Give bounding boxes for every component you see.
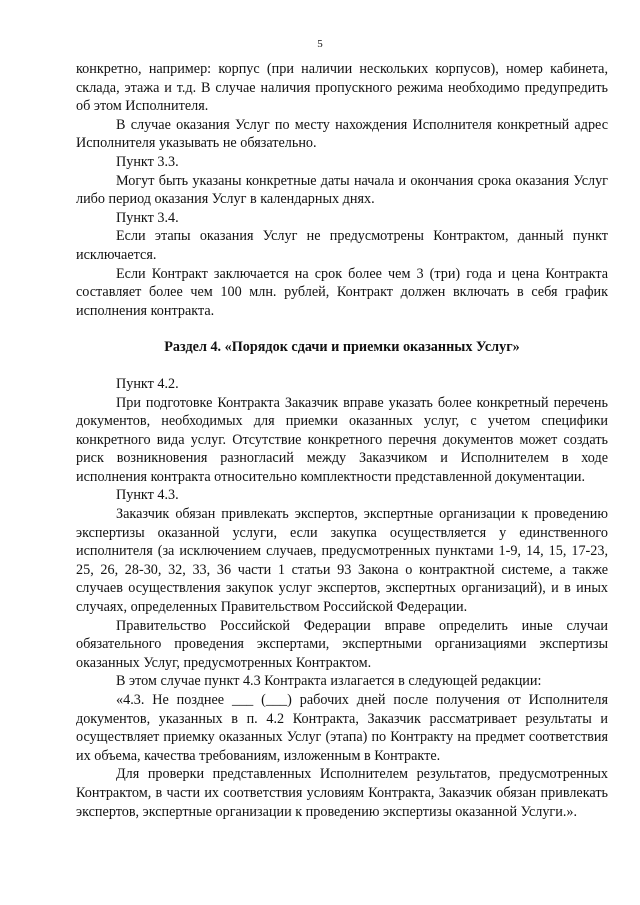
quoted-clause: «4.3. Не позднее ___ (___) рабочих дней после получения от Исполнителя документов, указанных в п. 4.2 Контракта, Заказчик рассматривает результаты и осуществляет приемку оказанных Услуг (этапа) по Контракту на предмет соответствия их объема, качества требованиям, изложенным в Контракте.: [76, 692, 608, 764]
paragraph: Если Контракт заключается на срок более чем 3 (три) года и цена Контракта составляет более чем 100 млн. рублей, Контракт должен включать в себя график исполнения контракта.: [76, 265, 608, 319]
paragraph: При подготовке Контракта Заказчик вправе указать более конкретный перечень документов, необходимых для приемки оказанных услуг, с учетом специфики конкретного вида услуг. Отсутствие конкретного перечня документов может создать риск возникновения разногласий между Заказчиком и Исполнителем в ходе исполнения контракта относительно комплектности представленной документации.: [76, 394, 608, 485]
paragraph: Если этапы оказания Услуг не предусмотрены Контрактом, данный пункт исключается.: [76, 228, 608, 263]
section-heading: Раздел 4. «Порядок сдачи и приемки оказанных Услуг»: [164, 339, 520, 356]
page-number: 5: [317, 38, 323, 50]
clause-label: Пункт 4.3.: [116, 487, 179, 504]
paragraph: Могут быть указаны конкретные даты начала и окончания срока оказания Услуг либо период оказания Услуг в календарных днях.: [76, 172, 608, 208]
paragraph: конкретно, например: корпус (при наличии нескольких корпусов), номер кабинета, склада, этажа и т.д. В случае наличия пропускного режима необходимо предупредить об этом Исполнителя.: [76, 61, 608, 115]
paragraph: Для проверки представленных Исполнителем результатов, предусмотренных Контрактом, в части их соответствия условиям Контракта, Заказчик обязан привлекать экспертов, экспертные организации к проведению экспертизы оказанной Услуги.».: [76, 766, 608, 820]
paragraph: В случае оказания Услуг по месту нахождения Исполнителя конкретный адрес Исполнителя указывать не обязательно.: [76, 116, 608, 152]
clause-label: Пункт 3.3.: [116, 153, 179, 170]
paragraph: Правительство Российской Федерации вправе определить иные случаи обязательного проведения экспертами, экспертными организациями экспертизы оказанных Услуг, предусмотренных Контрактом.: [76, 617, 608, 671]
paragraph: В этом случае пункт 4.3 Контракта излагается в следующей редакции:: [116, 673, 542, 690]
paragraph: Заказчик обязан привлекать экспертов, экспертные организации к проведению экспертизы оказанной услуги, если закупка осуществляется у единственного исполнителя (за исключением случаев, предусмотренных пунктами 1-9, 14, 15, 17-23, 25, 26, 28-30, 32, 33, 36 части 1 статьи 93 Закона о контрактной системе, а также случаев осуществления закупок услуг экспертов, экспертных организаций), и в иных случаях, определенных Правительством Российской Федерации.: [76, 506, 608, 616]
document-body: [76, 60, 608, 821]
clause-label: Пункт 4.2.: [116, 375, 179, 392]
clause-label: Пункт 3.4.: [116, 209, 179, 226]
